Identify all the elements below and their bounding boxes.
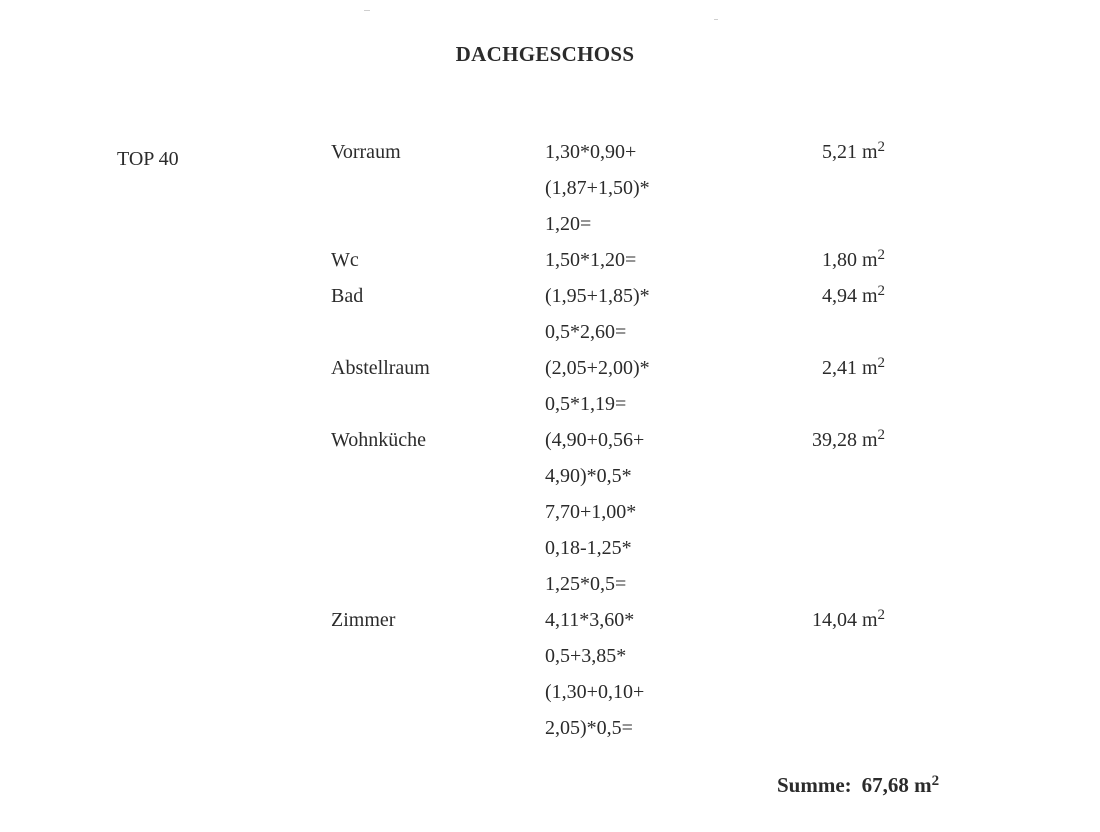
formula-line: (4,90+0,56+	[545, 429, 645, 451]
room-area-unit: m	[861, 609, 878, 631]
room-area-value: 39,28	[811, 429, 857, 451]
room-row	[331, 602, 891, 746]
room-area	[785, 602, 885, 638]
scan-speck	[364, 10, 370, 11]
room-area-value: 1,80	[821, 249, 857, 271]
formula-line: 0,5+3,85*	[545, 645, 627, 667]
room-area	[785, 278, 885, 314]
room-formula	[545, 422, 785, 602]
formula-line: 0,5*2,60=	[545, 321, 627, 343]
room-formula	[545, 134, 785, 242]
room-name: Wc	[331, 249, 359, 271]
formula-line: 7,70+1,00*	[545, 501, 637, 523]
room-area	[785, 242, 885, 278]
room-name: Abstellraum	[331, 357, 430, 379]
room-row	[331, 242, 891, 278]
room-area-unit: m	[861, 285, 878, 307]
room-formula	[545, 242, 785, 278]
formula-line: (1,87+1,50)*	[545, 177, 650, 199]
room-row	[331, 278, 891, 350]
room-area-unit-exponent: 2	[877, 139, 885, 155]
room-formula	[545, 278, 785, 350]
room-area-unit: m	[861, 357, 878, 379]
formula-line: (1,30+0,10+	[545, 681, 645, 703]
room-area-unit: m	[861, 141, 878, 163]
room-area-unit: m	[861, 249, 878, 271]
sum-label: Summe:	[777, 773, 852, 797]
room-area	[785, 350, 885, 386]
unit-label: TOP 40	[117, 148, 179, 170]
sum-line	[777, 773, 939, 798]
sum-number: 67,68	[861, 773, 909, 797]
room-row	[331, 422, 891, 602]
room-area-unit-exponent: 2	[877, 247, 885, 263]
formula-line: (2,05+2,00)*	[545, 357, 650, 379]
formula-line: 0,5*1,19=	[545, 393, 627, 415]
sum-unit-exponent: 2	[931, 773, 940, 789]
formula-line: 0,18-1,25*	[545, 537, 632, 559]
room-area-unit: m	[861, 429, 878, 451]
room-area-unit-exponent: 2	[877, 427, 885, 443]
room-row	[331, 350, 891, 422]
room-area-value: 2,41	[821, 357, 857, 379]
formula-line: 1,30*0,90+	[545, 141, 637, 163]
formula-line: 1,20=	[545, 213, 592, 235]
room-area	[785, 422, 885, 458]
scan-speck	[714, 19, 718, 20]
room-row	[331, 134, 891, 242]
formula-line: 2,05)*0,5=	[545, 717, 633, 739]
sum-value	[862, 773, 940, 797]
formula-line: 4,11*3,60*	[545, 609, 635, 631]
room-area	[785, 134, 885, 170]
room-area-value: 4,94	[821, 285, 857, 307]
room-formula	[545, 350, 785, 422]
formula-line: 1,25*0,5=	[545, 573, 627, 595]
room-table	[331, 134, 891, 746]
room-name: Wohnküche	[331, 429, 427, 451]
room-name: Zimmer	[331, 609, 396, 631]
formula-line: 4,90)*0,5*	[545, 465, 632, 487]
room-area-value: 5,21	[821, 141, 857, 163]
room-name: Bad	[331, 285, 364, 307]
room-area-unit-exponent: 2	[877, 355, 885, 371]
formula-line: (1,95+1,85)*	[545, 285, 650, 307]
room-area-unit-exponent: 2	[877, 283, 885, 299]
room-area-unit-exponent: 2	[877, 607, 885, 623]
room-area-value: 14,04	[811, 609, 857, 631]
room-name: Vorraum	[331, 141, 401, 163]
room-formula	[545, 602, 785, 746]
formula-line: 1,50*1,20=	[545, 249, 637, 271]
page-title: DACHGESCHOSS	[455, 42, 635, 66]
sum-unit: m	[914, 773, 932, 797]
